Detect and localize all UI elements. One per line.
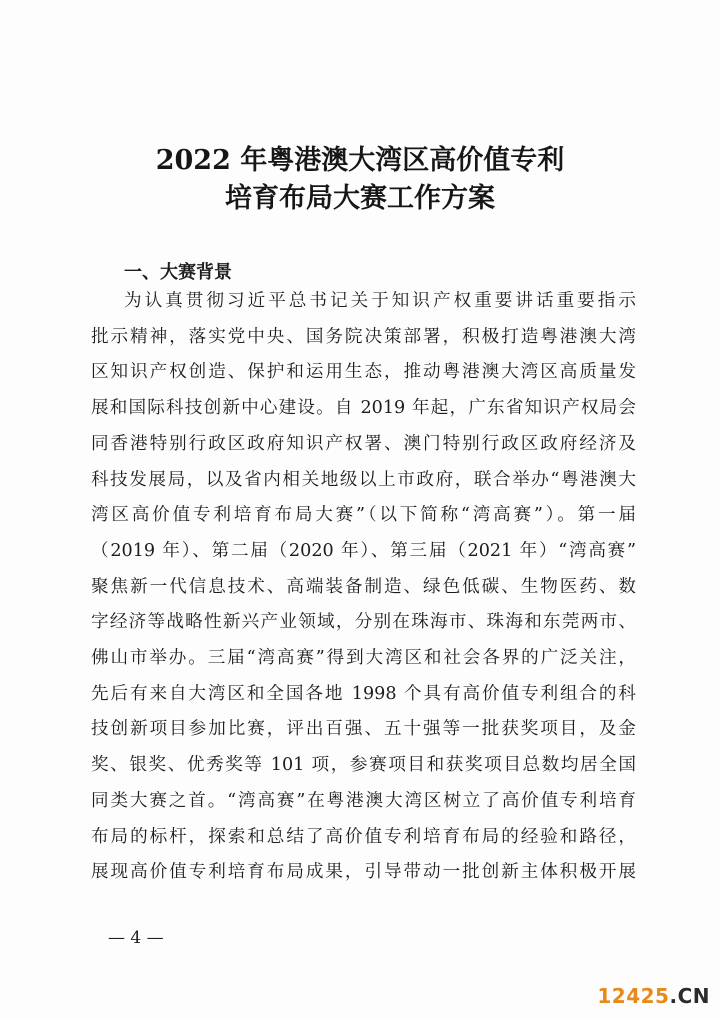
watermark-suffix: .CN (669, 984, 710, 1008)
body-text-line: 为认真贯彻习近平总书记关于知识产权重要讲话重要指示 (124, 291, 636, 311)
section-heading: 一、大赛背景 (124, 262, 232, 283)
body-text-line: （2019 年）、第二届（2020 年）、第三届（2021 年）“湾高赛” (91, 540, 636, 561)
watermark-number: 12425 (597, 984, 670, 1008)
body-text-line: 布局的标杆，探索和总结了高价值专利培育布局的经验和路径， (91, 826, 636, 847)
body-text-line: 同香港特别行政区政府知识产权署、澳门特别行政区政府经济及 (91, 433, 636, 454)
body-text-line: 聚焦新一代信息技术、高端装备制造、绿色低碳、生物医药、数 (91, 576, 636, 597)
body-text-line: 奖、银奖、优秀奖等 101 项，参赛项目和获奖项目总数均居全国 (91, 755, 636, 776)
body-text-line: 展现高价值专利培育布局成果，引导带动一批创新主体积极开展 (91, 862, 636, 883)
site-watermark (597, 984, 710, 1008)
body-text-line: 湾区高价值专利培育布局大赛”（以下简称“湾高赛”）。第一届 (91, 505, 636, 526)
body-text-line: 先后有来自大湾区和全国各地 1998 个具有高价值专利组合的科 (91, 683, 636, 704)
body-text-line: 技创新项目参加比赛，评出百强、五十强等一批获奖项目，及金 (91, 719, 636, 740)
body-text-line: 区知识产权创造、保护和运用生态，推动粤港澳大湾区高质量发 (91, 362, 636, 383)
body-text-line: 批示精神，落实党中央、国务院决策部署，积极打造粤港澳大湾 (91, 326, 636, 347)
body-text-line: 展和国际科技创新中心建设。自 2019 年起，广东省知识产权局会 (91, 398, 636, 419)
body-text-line: 科技发展局，以及省内相关地级以上市政府，联合举办“粤港澳大 (91, 469, 636, 490)
body-text-line: 佛山市举办。三届“湾高赛”得到大湾区和社会各界的广泛关注， (91, 648, 636, 668)
page-number: — 4 — (108, 928, 164, 948)
body-text-line: 字经济等战略性新兴产业领域，分别在珠海市、珠海和东莞两市、 (91, 612, 636, 633)
document-title-line-1: 2022 年粤港澳大湾区高价值专利 (155, 145, 565, 176)
document-title-line-2: 培育布局大赛工作方案 (225, 183, 495, 214)
body-text-line: 同类大赛之首。“湾高赛”在粤港澳大湾区树立了高价值专利培育 (91, 790, 636, 811)
